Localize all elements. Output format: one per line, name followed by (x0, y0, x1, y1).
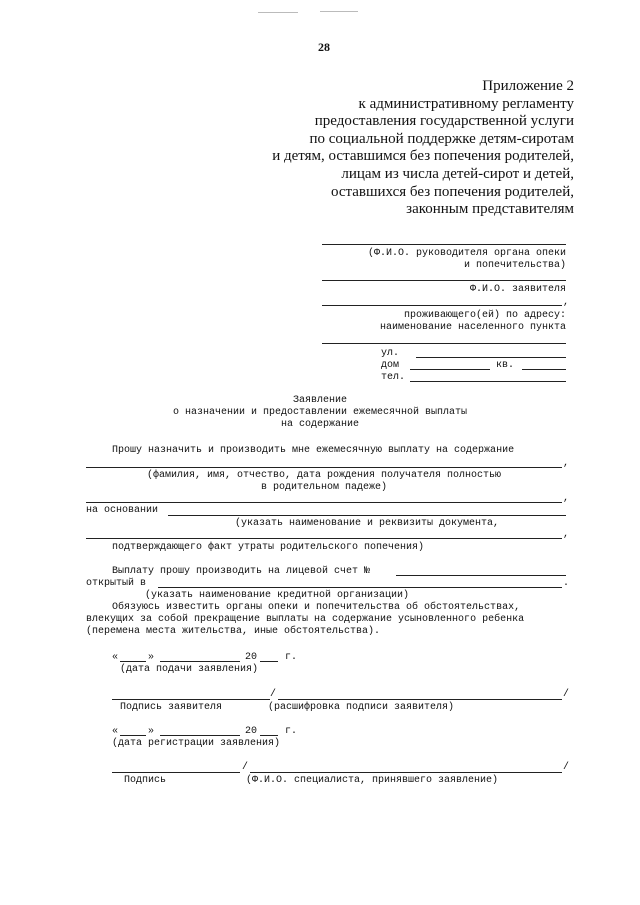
quote-close: » (148, 652, 155, 663)
basis-label: на основании (86, 505, 159, 516)
slash: / (242, 762, 249, 773)
street-label: ул. (381, 348, 400, 359)
document-hint: подтверждающего факт утраты родительского попечения) (112, 542, 425, 553)
house-label: дом (381, 360, 400, 371)
year-prefix: 20 (245, 726, 258, 737)
request-text: Прошу назначить и производить мне ежемесячную выплату на содержание (112, 445, 515, 456)
day-field[interactable] (120, 661, 146, 662)
comma: , (563, 529, 570, 540)
phone-label: тел. (381, 372, 406, 383)
appendix-header (154, 78, 574, 219)
recipient-hint: (фамилия, имя, отчество, дата рождения получателя полностью (146, 470, 502, 481)
year-suffix: г. (285, 652, 298, 663)
recipient-hint: в родительном падеже) (260, 482, 388, 493)
locality-line[interactable] (322, 343, 566, 344)
obligation-text: влекущих за собой прекращение выплаты на содержание усыновленного ребенка (86, 614, 525, 625)
obligation-text: (перемена места жительства, иные обстоятельства). (86, 626, 381, 637)
document-title: Заявление (292, 395, 347, 406)
appendix-line: лицам из числа детей-сирот и детей, (341, 165, 574, 182)
applicant-fio-line[interactable] (322, 280, 566, 281)
account-field[interactable] (396, 575, 566, 576)
bank-hint: (указать наименование кредитной организации) (145, 590, 410, 601)
locality-label: наименование населенного пункта (379, 322, 566, 333)
day-field[interactable] (120, 735, 146, 736)
appendix-line: законным представителям (406, 201, 574, 218)
signature-field[interactable] (112, 699, 270, 700)
scan-artifact (320, 11, 358, 12)
opened-label: открытый в (86, 578, 147, 589)
house-field[interactable] (410, 369, 490, 370)
scan-artifact (258, 12, 298, 13)
head-fio-line[interactable] (322, 244, 566, 245)
year-prefix: 20 (245, 652, 258, 663)
street-field[interactable] (416, 357, 566, 358)
page-number: 28 (318, 40, 330, 54)
period: . (563, 578, 570, 589)
document-subtitle: на содержание (280, 419, 359, 430)
applicant-fio-label: Ф.И.О. заявителя (469, 284, 566, 295)
specialist-field[interactable] (250, 772, 562, 773)
month-field[interactable] (160, 735, 240, 736)
appendix-line: предоставления государственной услуги (314, 113, 574, 130)
recipient-field[interactable] (86, 467, 562, 468)
basis-field-2[interactable] (86, 538, 562, 539)
slash: / (563, 689, 570, 700)
basis-field[interactable] (168, 515, 566, 516)
residing-label: проживающего(ей) по адресу: (403, 310, 566, 321)
comma: , (563, 458, 570, 469)
appendix-line: и детям, оставшимся без попечения родителей, (272, 148, 574, 165)
quote-open: « (112, 652, 119, 663)
signature-label: Подпись заявителя (120, 702, 223, 713)
signature-field[interactable] (112, 772, 240, 773)
head-fio-label: и попечительства) (463, 260, 566, 271)
month-field[interactable] (160, 661, 240, 662)
document-subtitle: о назначении и предоставлении ежемесячной выплаты (172, 407, 468, 418)
recipient-field-2[interactable] (86, 502, 562, 503)
address-line[interactable] (322, 305, 562, 306)
comma: , (563, 297, 570, 308)
appendix-line: к административному регламенту (358, 95, 574, 112)
document-hint: (указать наименование и реквизиты документа, (234, 518, 500, 529)
quote-open: « (112, 726, 119, 737)
decoding-label: (расшифровка подписи заявителя) (268, 702, 455, 713)
apt-field[interactable] (522, 369, 566, 370)
appendix-line: по социальной поддержке детям-сиротам (309, 130, 574, 147)
decoding-field[interactable] (278, 699, 562, 700)
slash: / (270, 689, 277, 700)
date-hint: (дата регистрации заявления) (112, 738, 281, 749)
head-fio-label: (Ф.И.О. руководителя органа опеки (367, 248, 566, 259)
phone-field[interactable] (410, 381, 566, 382)
year-suffix: г. (285, 726, 298, 737)
bank-field[interactable] (158, 587, 562, 588)
appendix-line: оставшихся без попечения родителей, (330, 183, 574, 200)
appendix-line: Приложение 2 (482, 78, 574, 94)
date-hint: (дата подачи заявления) (120, 664, 259, 675)
obligation-text: Обязуюсь известить органы опеки и попечительства об обстоятельствах, (112, 602, 521, 613)
apt-label: кв. (496, 360, 515, 371)
year-field[interactable] (260, 735, 278, 736)
year-field[interactable] (260, 661, 278, 662)
specialist-label: (Ф.И.О. специалиста, принявшего заявление) (246, 775, 499, 786)
slash: / (563, 762, 570, 773)
signature-label: Подпись (124, 775, 167, 786)
quote-close: » (148, 726, 155, 737)
payment-text: Выплату прошу производить на лицевой счет № (112, 566, 371, 577)
comma: , (563, 493, 570, 504)
